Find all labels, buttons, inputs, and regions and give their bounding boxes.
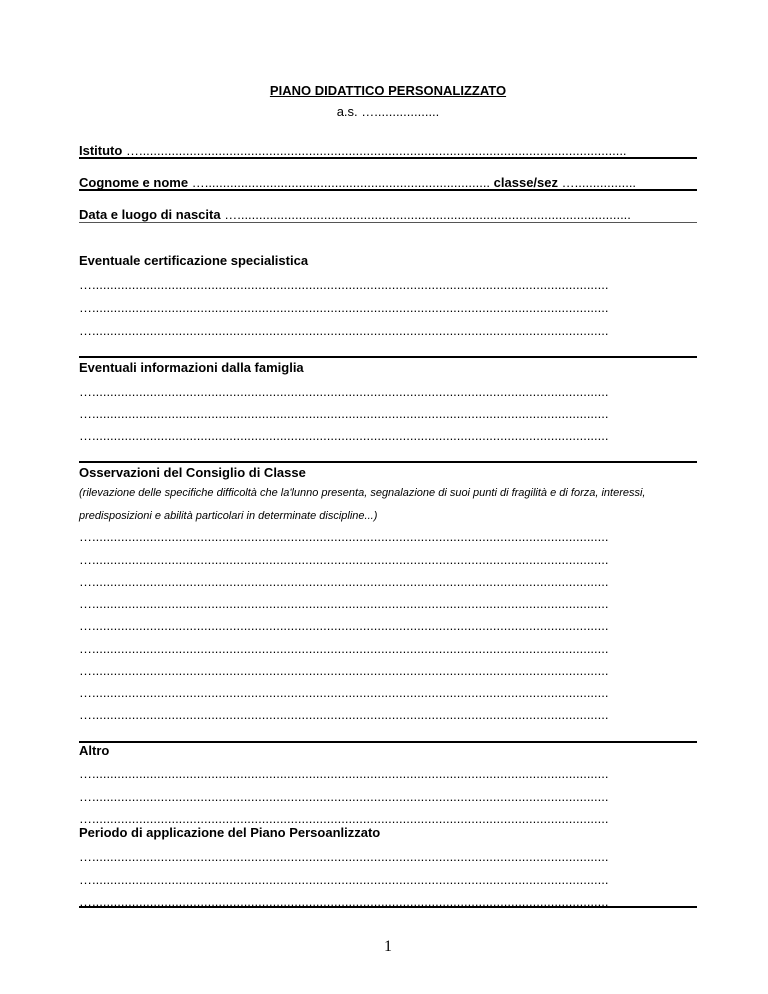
periodo-line[interactable]: …............................................................................................................................................... bbox=[79, 849, 609, 864]
istituto-dots: …....................................................................................................................................... bbox=[125, 143, 627, 158]
altro-line[interactable]: …............................................................................................................................................... bbox=[79, 811, 609, 826]
famiglia-line[interactable]: …............................................................................................................................................... bbox=[79, 384, 609, 399]
section-certificazione: Eventuale certificazione specialistica bbox=[79, 253, 309, 268]
osservazioni-note: (rilevazione delle specifiche difficoltà che la'lunno presenta, segnalazione di suoi punti di fragilità e di forza, interessi, predisposizioni e abilità particolari in determinate discipline...) bbox=[79, 487, 646, 522]
classe-dots: …................. bbox=[561, 175, 637, 190]
osservazioni-line[interactable]: …............................................................................................................................................... bbox=[79, 618, 609, 633]
certificazione-line[interactable]: …............................................................................................................................................... bbox=[79, 323, 609, 338]
osservazioni-line[interactable]: …............................................................................................................................................... bbox=[79, 663, 609, 678]
periodo-line[interactable]: …............................................................................................................................................... bbox=[79, 894, 609, 909]
osservazioni-line[interactable]: …............................................................................................................................................... bbox=[79, 707, 609, 722]
osservazioni-line[interactable]: …............................................................................................................................................... bbox=[79, 552, 609, 567]
certificazione-rule bbox=[79, 356, 697, 358]
nascita-field[interactable] bbox=[79, 207, 697, 223]
section-osservazioni: Osservazioni del Consiglio di Classe bbox=[79, 465, 306, 480]
altro-line[interactable]: …............................................................................................................................................... bbox=[79, 766, 609, 781]
altro-line[interactable]: …............................................................................................................................................... bbox=[79, 789, 609, 804]
osservazioni-rule bbox=[79, 741, 697, 743]
istituto-label: Istituto bbox=[79, 143, 123, 158]
famiglia-rule bbox=[79, 461, 697, 463]
school-year: a.s. ….................. bbox=[336, 104, 440, 119]
section-famiglia: Eventuali informazioni dalla famiglia bbox=[79, 360, 304, 375]
certificazione-line[interactable]: …............................................................................................................................................... bbox=[79, 277, 609, 292]
periodo-rule bbox=[79, 906, 697, 908]
famiglia-line[interactable]: …............................................................................................................................................... bbox=[79, 428, 609, 443]
section-periodo: Periodo di applicazione del Piano Persoanlizzato bbox=[79, 825, 381, 840]
osservazioni-line[interactable]: …............................................................................................................................................... bbox=[79, 641, 609, 656]
section-altro: Altro bbox=[79, 743, 110, 758]
document-page bbox=[79, 0, 697, 994]
nome-dots: …............................................................................... bbox=[191, 175, 491, 190]
page-number: 1 bbox=[384, 938, 392, 955]
famiglia-line[interactable]: …............................................................................................................................................... bbox=[79, 406, 609, 421]
nome-rule bbox=[79, 189, 697, 191]
nascita-dots: …............................................................................................................. bbox=[224, 207, 631, 222]
classe-label: classe/sez bbox=[493, 175, 559, 190]
nascita-label: Data e luogo di nascita bbox=[79, 207, 221, 222]
osservazioni-line[interactable]: …............................................................................................................................................... bbox=[79, 685, 609, 700]
istituto-rule bbox=[79, 157, 697, 159]
nascita-rule bbox=[79, 222, 697, 223]
osservazioni-line[interactable]: …............................................................................................................................................... bbox=[79, 596, 609, 611]
nome-label: Cognome e nome bbox=[79, 175, 189, 190]
certificazione-line[interactable]: …............................................................................................................................................... bbox=[79, 300, 609, 315]
periodo-line[interactable]: …............................................................................................................................................... bbox=[79, 872, 609, 887]
osservazioni-line[interactable]: …............................................................................................................................................... bbox=[79, 574, 609, 589]
document-title: PIANO DIDATTICO PERSONALIZZATO bbox=[269, 83, 507, 98]
osservazioni-line[interactable]: …............................................................................................................................................... bbox=[79, 529, 609, 544]
